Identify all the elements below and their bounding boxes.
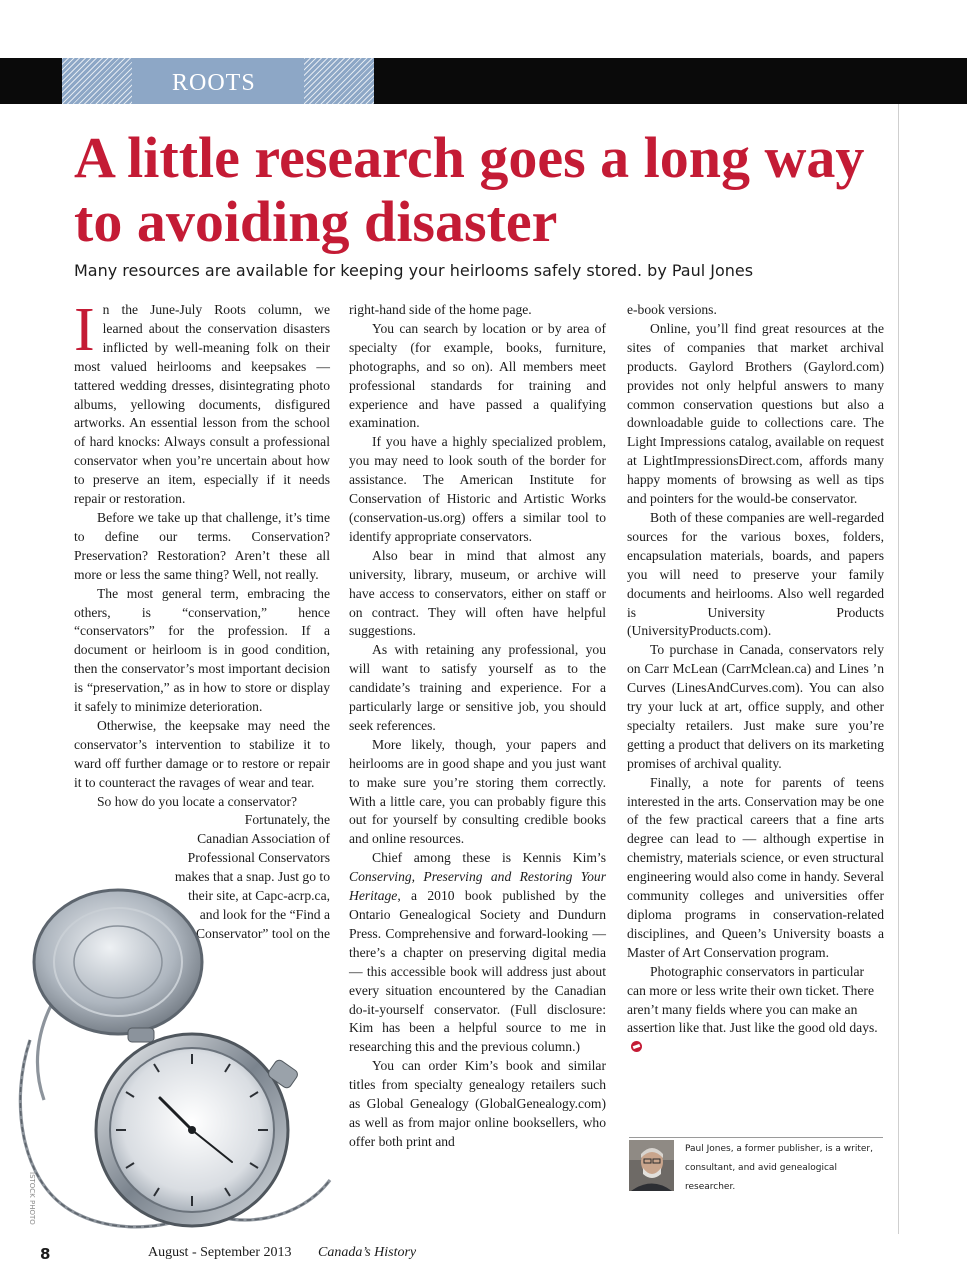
col3-paragraph-3: Both of these companies are well-regarded sources for the various boxes, folders, encapsulation materials, boards, and papers you will need to preserve your family documents and heirlooms. Also well regarded is University Products (UniversityProducts.com). xyxy=(627,509,884,639)
col3-paragraph-2: Online, you’ll find great resources at the sites of companies that market archival products. Gaylord Brothers (Gaylord.com) provides not only helpful answers to many common conservation questions but also a downloadable guide to collections care. The Light Impressions catalog, available on request at LightImpressionsDirect.com, affords many happy moments of browsing as well as tips and pointers for the would-be conservator. xyxy=(627,320,884,507)
col3-paragraph-1: e-book versions. xyxy=(627,302,717,317)
col2-paragraph-3: If you have a highly specialized problem, you may need to look south of the border for assistance. The American Institute for Conservation of Historic and Artistic Works (conservation-us.org) offers a similar tool to identify appropriate conservators. xyxy=(349,434,606,544)
col1-paragraph-6: Fortunately, the Canadian Association of Professional Conservators makes that a snap. Just go to their site, at Capc-acrp.ca, and look for the “Find a Conservator” tool on the xyxy=(174,812,330,941)
author-bio: Paul Jones, a former publisher, is a writer, consultant, and avid genealogical researcher. xyxy=(685,1144,873,1192)
tab-hatch-left xyxy=(62,58,132,104)
drop-cap: I xyxy=(74,296,95,364)
issue-date: August - September 2013 xyxy=(148,1245,292,1260)
col3-paragraph-4: To purchase in Canada, conservators rely on Carr McLean (CarrMclean.ca) and Lines ’n Curves (LinesAndCurves.com). You can also try your luck at art, office supply, and other specialty retailers. Just make sure you’re getting a product that delivers on its marketing promises of archival quality. xyxy=(627,642,884,771)
book-title: Conserving, Preserving and Restoring Your Heritage xyxy=(349,869,606,904)
col1-paragraph-2: Before we take up that challenge, it’s time to define our terms. Conservation? Preservation? Restoration? Aren’t these all more or less the same thing? Well, not really. xyxy=(74,509,330,582)
page-frame-line xyxy=(898,104,899,1234)
magazine-name: Canada’s History xyxy=(318,1245,417,1260)
headline: A little research goes a long way to avoiding disaster xyxy=(74,125,865,254)
col1-paragraph-1: In the June-July Roots column, we learned about the conservation disasters inflicted by well-meaning folk on their most valued heirlooms and keepsakes — tattered wedding dresses, disintegrating photo albums, yellowing documents, disfigured artworks. An essential lesson from the school of hard knocks: Always consult a professional conservator when you’re uncertain about how to preserve an item, especially if it needs repair or restoration. xyxy=(74,296,330,507)
end-mark-icon xyxy=(631,1041,642,1052)
bio-rule xyxy=(629,1137,883,1138)
column-3 xyxy=(627,301,884,1057)
column-1 xyxy=(74,296,330,961)
col2-paragraph-6: More likely, though, your papers and heirlooms are in good shape and you just want to make sure you’re storing them correctly. With a little care, you can probably figure this out for yourself by consulting credible books and online resources. xyxy=(349,736,606,847)
col1-paragraph-4: Otherwise, the keepsake may need the conservator’s intervention to stabilize it to ward off further damage or to restore or repair it to counteract the ravages of wear and tear. xyxy=(74,717,330,790)
col3-paragraph-5: Finally, a note for parents of teens interested in the arts. Conservation may be one of the few practical careers that a fine arts degree can lead to — although expertise in chemistry, materials science, or even structural engineering would also come in handy. Several community colleges and universities offer diploma programs in conservation-related disciplines, and Queen’s University boasts a Master of Art Conservation program. xyxy=(627,774,884,960)
author-photo xyxy=(629,1140,674,1191)
col2-paragraph-4: Also bear in mind that almost any university, library, museum, or archive will have access to conservators, either on staff or on contract. They will often have helpful suggestions. xyxy=(349,547,606,639)
col2-paragraph-7: Chief among these is Kennis Kim’s Conserving, Preserving and Restoring Your Heritage, a 2010 book published by the Ontario Genealogical Society and Dundurn Press. Comprehensive and forward-looking — there’s a chapter on preserving digital media — this accessible book will address just about every situation encountered by the Canadian do-it-yourself conservator. (Full disclosure: Kim has been a helpful source to me in researching this and the previous column.) xyxy=(349,850,606,1055)
column-2 xyxy=(349,301,606,1152)
pocket-watch-photo xyxy=(0,880,340,1240)
section-label: ROOTS xyxy=(172,70,256,96)
col1-paragraph-5: So how do you locate a conservator? xyxy=(97,793,298,809)
deck: Many resources are available for keeping your heirlooms safely stored. by Paul Jones xyxy=(74,261,754,280)
photo-credit: ISTOCK PHOTO xyxy=(28,1172,36,1225)
col2-paragraph-8: You can order Kim’s book and similar titles from specialty genealogy retailers such as Global Genealogy (GlobalGenealogy.com) as well as from major online booksellers, who offer both print and xyxy=(349,1058,606,1149)
page-number: 8 xyxy=(40,1245,51,1263)
col2-paragraph-5: As with retaining any professional, you will want to satisfy yourself as to the candidate’s training and experience. For a particularly large or sensitive job, you should seek references. xyxy=(349,642,606,733)
col1-paragraph-3: The most general term, embracing the others, is “conservation,” hence “conservators” for the profession. If a document or heirloom is in good condition, then the conservator’s most important decision is “preservation,” as in how to store or display it safely to minimize deterioration. xyxy=(74,585,330,715)
col3-paragraph-6: Photographic conservators in particular can more or less write their own ticket. There aren’t many fields where you can make an assertion like that. Just like the good old days. xyxy=(627,963,884,1058)
col2-paragraph-1: right-hand side of the home page. xyxy=(349,302,532,317)
tab-hatch-right xyxy=(304,58,374,104)
section-tab xyxy=(62,58,374,104)
col2-paragraph-2: You can search by location or by area of specialty (for example, books, furniture, photographs, and so on). All members meet professional standards for training and experience and have passed a qualifying examination. xyxy=(349,320,606,431)
